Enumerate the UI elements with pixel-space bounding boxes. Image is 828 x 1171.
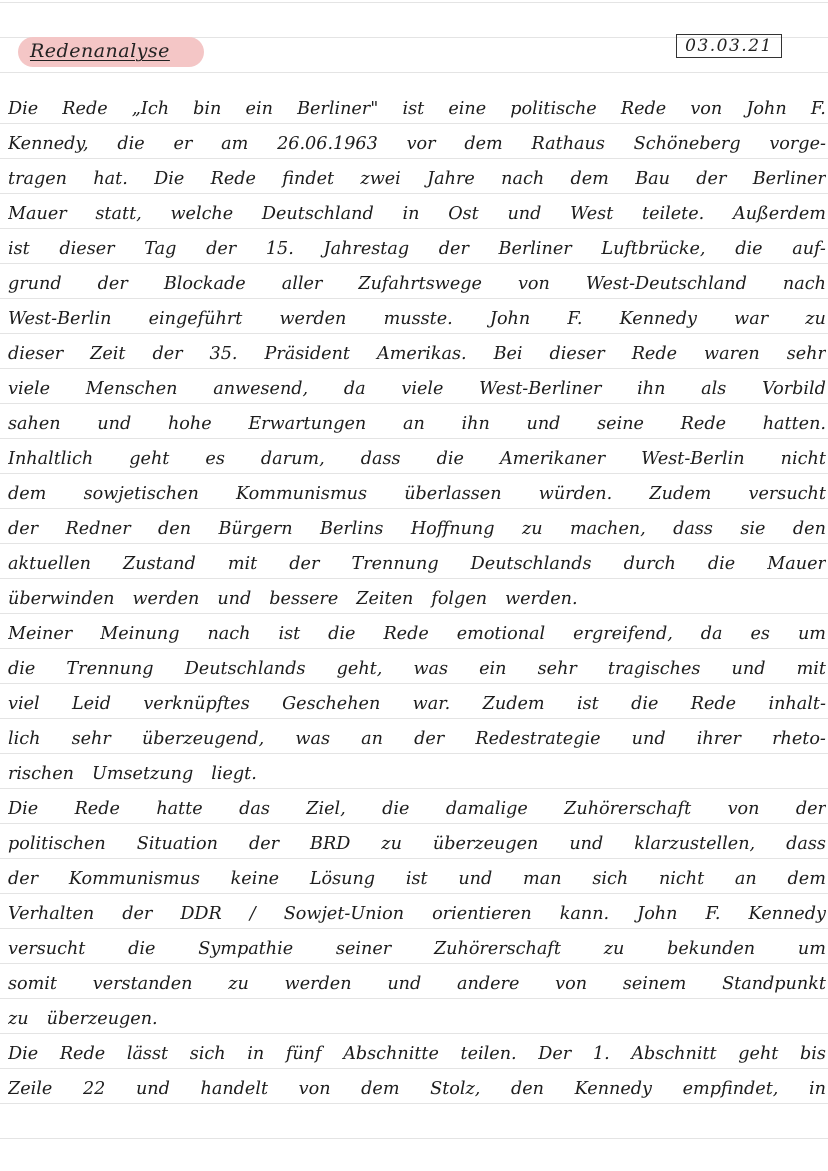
text-line: viel Leid verknüpftes Geschehen war. Zudem ist die Rede inhalt- [8,694,826,714]
text-line: somit verstanden zu werden und andere von seinem Standpunkt [8,974,826,994]
text-line: Mauer statt, welche Deutschland in Ost und West teilete. Außerdem [8,204,826,224]
handwritten-text [8,92,826,1107]
text-line: die Trennung Deutschlands geht, was ein sehr tragisches und mit [8,659,826,679]
text-line: tragen hat. Die Rede findet zwei Jahre nach dem Bau der Berliner [8,169,826,189]
text-line: sahen und hohe Erwartungen an ihn und seine Rede hatten. [8,414,826,434]
text-line: grund der Blockade aller Zufahrtswege von West-Deutschland nach [8,274,826,294]
text-line: viele Menschen anwesend, da viele West-Berliner ihn als Vorbild [8,379,826,399]
text-line: Kennedy, die er am 26.06.1963 vor dem Rathaus Schöneberg vorge- [8,134,826,154]
text-line: Die Rede hatte das Ziel, die damalige Zuhörerschaft von der [8,799,826,819]
text-line: Meiner Meinung nach ist die Rede emotional ergreifend, da es um [8,624,826,644]
text-line: lich sehr überzeugend, was an der Redestrategie und ihrer rheto- [8,729,826,749]
text-line: überwinden werden und bessere Zeiten folgen werden. [8,589,578,609]
text-line: Zeile 22 und handelt von dem Stolz, den Kennedy empfindet, in [8,1079,826,1099]
text-line: Die Rede lässt sich in fünf Abschnitte teilen. Der 1. Abschnitt geht bis [8,1044,826,1064]
text-line: aktuellen Zustand mit der Trennung Deutschlands durch die Mauer [8,554,826,574]
text-line: der Redner den Bürgern Berlins Hoffnung zu machen, dass sie den [8,519,826,539]
text-line: Die Rede „Ich bin ein Berliner" ist eine politische Rede von John F. [8,99,826,119]
text-line: politischen Situation der BRD zu überzeugen und klarzustellen, dass [8,834,826,854]
text-line: zu überzeugen. [8,1009,158,1029]
text-line: Inhaltlich geht es darum, dass die Amerikaner West-Berlin nicht [8,449,826,469]
text-line: West-Berlin eingeführt werden musste. John F. Kennedy war zu [8,309,826,329]
text-line: Verhalten der DDR / Sowjet-Union orientieren kann. John F. Kennedy [8,904,826,924]
text-line: der Kommunismus keine Lösung ist und man sich nicht an dem [8,869,826,889]
text-line: versucht die Sympathie seiner Zuhörerschaft zu bekunden um [8,939,826,959]
date-box: 03.03.21 [676,34,782,58]
page-title: Redenanalyse [30,40,170,62]
text-line: dieser Zeit der 35. Präsident Amerikas. Bei dieser Rede waren sehr [8,344,826,364]
text-line: ist dieser Tag der 15. Jahrestag der Berliner Luftbrücke, die auf- [8,239,826,259]
text-line: dem sowjetischen Kommunismus überlassen würden. Zudem versucht [8,484,826,504]
text-line: rischen Umsetzung liegt. [8,764,257,784]
